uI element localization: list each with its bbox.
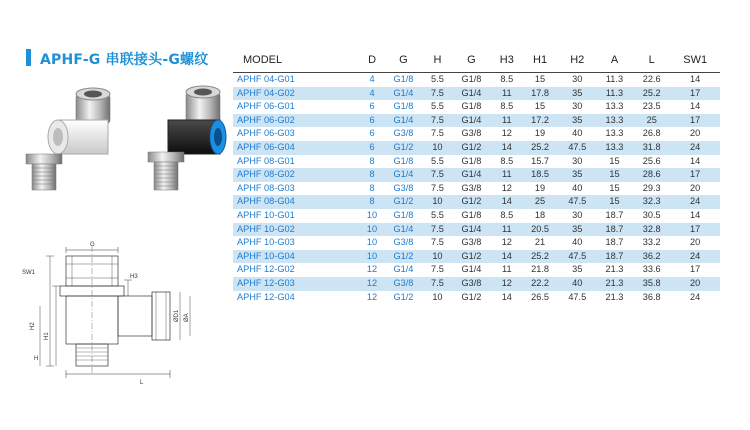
- table-cell: 14: [492, 141, 521, 155]
- table-cell: 20: [670, 277, 720, 291]
- table-cell: G1/4: [383, 168, 424, 182]
- table-cell: 25.2: [521, 141, 558, 155]
- table-cell: 25.2: [521, 250, 558, 264]
- product-photo: [18, 82, 228, 202]
- table-row: [233, 195, 720, 209]
- table-cell: 24: [670, 195, 720, 209]
- table-cell: G1/4: [451, 87, 492, 101]
- dim-label-h2: H2: [30, 322, 36, 330]
- dim-label-a: ØA: [184, 313, 190, 322]
- table-cell: 30: [572, 101, 583, 112]
- table-cell: G1/8: [393, 74, 414, 84]
- table-cell: APHF 06-G01: [237, 101, 295, 112]
- table-cell: 32.8: [633, 223, 670, 237]
- table-cell: 10: [424, 141, 451, 155]
- table-header-row: [233, 48, 720, 73]
- table-cell: 10: [424, 250, 451, 264]
- table-cell: 14: [492, 250, 521, 264]
- table-cell: 40: [559, 277, 596, 291]
- table-cell: APHF 06-G02: [233, 114, 361, 128]
- table-cell: 25: [521, 195, 558, 209]
- col-header-d: D: [361, 48, 382, 73]
- table-cell: G1/8: [393, 209, 414, 220]
- table-cell: 7.5: [424, 277, 451, 291]
- table-cell: 14: [690, 74, 701, 84]
- dim-label-l: L: [140, 380, 144, 386]
- table-cell: 35.8: [633, 277, 670, 291]
- table-cell: 6: [361, 114, 382, 128]
- table-cell: 15: [534, 74, 546, 84]
- table-cell: 7.5: [431, 264, 444, 275]
- table-cell: 35: [572, 264, 583, 275]
- table-cell: G1/2: [383, 141, 424, 155]
- table-cell: 14: [492, 195, 521, 209]
- table-cell: 40: [572, 182, 583, 193]
- table-cell: 10: [361, 250, 382, 264]
- table-cell: 11.3: [605, 74, 624, 84]
- table-cell: 17.8: [521, 87, 558, 101]
- table-cell: 15.7: [531, 155, 549, 166]
- table-cell: 4: [369, 74, 375, 84]
- black-fitting-image: [148, 86, 226, 190]
- table-cell: 8: [369, 155, 375, 166]
- table-row: [233, 141, 720, 155]
- table-cell: 7.5: [431, 182, 444, 193]
- table-cell: G1/2: [383, 195, 424, 209]
- table-cell: G1/4: [383, 87, 424, 101]
- technical-drawing: [20, 236, 230, 394]
- table-cell: 21.3: [605, 264, 624, 275]
- table-cell: G1/2: [451, 195, 492, 209]
- table-row: [233, 168, 720, 182]
- table-cell: G1/4: [451, 223, 492, 237]
- col-header-sw1: SW1: [670, 48, 720, 73]
- table-cell: 33.2: [642, 237, 661, 248]
- col-header-h2: H2: [559, 48, 596, 73]
- table-cell: 12: [361, 277, 382, 291]
- table-cell: 30: [572, 74, 583, 84]
- table-cell: 26.8: [642, 128, 661, 139]
- table-cell: APHF 10-G01: [237, 209, 295, 220]
- table-cell: 7.5: [431, 128, 444, 139]
- table-cell: 7.5: [424, 114, 451, 128]
- table-cell: 6: [369, 101, 375, 112]
- table-row: [233, 223, 720, 237]
- table-cell: 5.5: [431, 209, 444, 220]
- table-cell: 11: [492, 223, 521, 237]
- table-cell: G1/4: [393, 264, 414, 275]
- col-header-h: H: [424, 48, 451, 73]
- table-cell: 13.3: [605, 128, 624, 139]
- table-cell: 19: [534, 182, 546, 193]
- table-cell: 17.2: [521, 114, 558, 128]
- table-cell: G1/8: [461, 74, 482, 84]
- table-cell: 18: [534, 209, 546, 220]
- table-row: [233, 87, 720, 101]
- table-cell: 18.7: [605, 209, 624, 220]
- table-row: [233, 155, 720, 169]
- table-cell: APHF 06-G04: [233, 141, 361, 155]
- table-row: [233, 277, 720, 291]
- table-cell: G1/2: [451, 250, 492, 264]
- table-cell: 29.3: [642, 182, 661, 193]
- table-cell: G1/2: [451, 141, 492, 155]
- table-cell: 30: [572, 155, 583, 166]
- table-cell: 47.5: [559, 195, 596, 209]
- col-header-g: G: [383, 48, 424, 73]
- table-row: [233, 263, 720, 277]
- table-cell: APHF 08-G02: [233, 168, 361, 182]
- table-cell: 35: [559, 87, 596, 101]
- table-cell: APHF 12-G02: [237, 264, 295, 275]
- table-cell: 47.5: [559, 141, 596, 155]
- table-cell: 17: [670, 223, 720, 237]
- table-cell: APHF 12-G03: [233, 277, 361, 291]
- table-cell: 10: [424, 195, 451, 209]
- col-header-model: MODEL: [233, 48, 361, 73]
- table-cell: 22.6: [642, 74, 661, 84]
- table-cell: 28.6: [633, 168, 670, 182]
- table-cell: 20: [690, 237, 701, 248]
- table-cell: G1/4: [383, 114, 424, 128]
- table-cell: G3/8: [393, 128, 414, 139]
- table-cell: G1/8: [461, 209, 482, 220]
- table-cell: 20: [690, 128, 701, 139]
- table-cell: APHF 10-G03: [237, 237, 295, 248]
- table-cell: 26.5: [531, 291, 549, 302]
- table-cell: 7.5: [424, 223, 451, 237]
- table-cell: G1/8: [461, 101, 482, 112]
- table-cell: 23.5: [642, 101, 661, 112]
- table-cell: APHF 04-G01: [237, 74, 295, 84]
- table-cell: 13.3: [596, 141, 633, 155]
- table-cell: 40: [572, 237, 583, 248]
- dim-label-g: G: [90, 242, 95, 248]
- table-cell: 20.5: [521, 223, 558, 237]
- table-cell: 8: [369, 182, 375, 193]
- table-cell: 22.2: [521, 277, 558, 291]
- table-cell: 15: [609, 155, 620, 166]
- table-cell: APHF 10-G02: [233, 223, 361, 237]
- table-row: [233, 73, 720, 87]
- table-cell: 15: [534, 101, 546, 112]
- table-cell: 8.5: [500, 74, 514, 84]
- col-header-l: L: [633, 48, 670, 73]
- table-cell: 14: [690, 209, 701, 220]
- table-cell: 8.5: [500, 155, 514, 166]
- table-cell: G3/8: [393, 237, 414, 248]
- table-cell: 18.5: [521, 168, 558, 182]
- table-cell: G1/2: [383, 250, 424, 264]
- table-cell: 35: [559, 114, 596, 128]
- table-cell: 18.7: [596, 250, 633, 264]
- table-cell: 13.3: [596, 114, 633, 128]
- table-cell: 5.5: [431, 74, 444, 84]
- table-cell: 36.8: [642, 291, 661, 302]
- table-cell: 30: [572, 209, 583, 220]
- dim-label-d1: ØD1: [174, 309, 180, 322]
- table-cell: 10: [432, 291, 443, 302]
- table-cell: G3/8: [461, 182, 482, 193]
- table-cell: 11: [492, 114, 521, 128]
- table-cell: 12: [492, 277, 521, 291]
- table-cell: 8.5: [500, 101, 514, 112]
- table-cell: APHF 06-G03: [237, 128, 295, 139]
- table-row: [233, 250, 720, 264]
- table-cell: G1/4: [461, 264, 482, 275]
- table-cell: 32.3: [633, 195, 670, 209]
- table-cell: 15: [609, 182, 620, 193]
- table-cell: 8.5: [500, 209, 514, 220]
- table-row: [233, 209, 720, 223]
- table-cell: APHF 12-G04: [237, 291, 295, 302]
- table-cell: G1/4: [451, 114, 492, 128]
- table-cell: 47.5: [559, 250, 596, 264]
- table-row: [233, 182, 720, 196]
- table-cell: 12: [501, 128, 512, 139]
- table-cell: 8: [361, 168, 382, 182]
- table-cell: G1/4: [451, 168, 492, 182]
- col-header-a: A: [596, 48, 633, 73]
- table-cell: G1/8: [461, 155, 482, 166]
- table-cell: 11: [492, 87, 521, 101]
- page-title: APHF-G 串联接头-G螺纹: [40, 52, 209, 68]
- table-cell: 15: [596, 168, 633, 182]
- table-cell: 47.5: [568, 291, 587, 302]
- col-header-g2: G: [451, 48, 492, 73]
- table-cell: G1/8: [393, 155, 414, 166]
- table-cell: 12: [501, 237, 512, 248]
- table-cell: 7.5: [431, 237, 444, 248]
- table-cell: G3/8: [461, 237, 482, 248]
- table-cell: 21.8: [531, 264, 549, 275]
- table-cell: G1/8: [393, 101, 414, 112]
- table-cell: 17: [690, 264, 701, 275]
- table-cell: G1/2: [393, 291, 414, 302]
- table-cell: 17: [670, 114, 720, 128]
- table-cell: 5.5: [431, 101, 444, 112]
- table-cell: 17: [670, 87, 720, 101]
- table-cell: 11: [502, 264, 512, 275]
- table-cell: 18.7: [596, 223, 633, 237]
- dim-label-sw1: SW1: [22, 270, 36, 276]
- table-cell: APHF 08-G03: [237, 182, 295, 193]
- table-cell: 25: [633, 114, 670, 128]
- table-cell: 24: [690, 291, 701, 302]
- table-cell: 10: [366, 237, 378, 248]
- title-accent-bar: [26, 49, 31, 66]
- table-cell: 8: [361, 195, 382, 209]
- table-cell: 25.2: [633, 87, 670, 101]
- table-cell: APHF 08-G04: [233, 195, 361, 209]
- table-cell: 21: [534, 237, 546, 248]
- table-cell: 35: [559, 223, 596, 237]
- table-cell: G3/8: [461, 128, 482, 139]
- table-cell: 11.3: [596, 87, 633, 101]
- table-cell: 20: [690, 182, 701, 193]
- white-fitting-image: [26, 88, 110, 190]
- table-row: [233, 100, 720, 114]
- table-cell: 12: [501, 182, 512, 193]
- table-cell: 6: [361, 141, 382, 155]
- dim-label-h1: H1: [44, 332, 50, 340]
- table-cell: APHF 08-G01: [237, 155, 295, 166]
- table-cell: APHF 10-G04: [233, 250, 361, 264]
- table-cell: 36.2: [633, 250, 670, 264]
- table-cell: 18.7: [605, 237, 624, 248]
- table-cell: 10: [366, 209, 378, 220]
- table-cell: 21.3: [596, 277, 633, 291]
- table-cell: 14: [501, 291, 512, 302]
- table-cell: 25.6: [642, 155, 661, 166]
- col-header-h1: H1: [521, 48, 558, 73]
- table-row: [233, 127, 720, 141]
- table-cell: 35: [559, 168, 596, 182]
- table-cell: 30.5: [642, 209, 661, 220]
- table-cell: 19: [534, 128, 546, 139]
- table-cell: 21.3: [605, 291, 624, 302]
- table-cell: 13.3: [605, 101, 624, 112]
- table-cell: 40: [572, 128, 583, 139]
- table-cell: 12: [366, 291, 378, 302]
- table-cell: 7.5: [424, 87, 451, 101]
- table-cell: 6: [369, 128, 375, 139]
- table-cell: 11: [492, 168, 521, 182]
- table-cell: G1/4: [383, 223, 424, 237]
- table-cell: G3/8: [393, 182, 414, 193]
- table-cell: 5.5: [431, 155, 444, 166]
- dim-label-h: H: [34, 356, 39, 362]
- table-row: [233, 291, 720, 305]
- table-cell: 24: [670, 141, 720, 155]
- table-cell: 7.5: [424, 168, 451, 182]
- table-cell: G3/8: [383, 277, 424, 291]
- table-cell: 12: [366, 264, 378, 275]
- table-cell: 14: [690, 155, 701, 166]
- col-header-h3: H3: [492, 48, 521, 73]
- table-cell: 4: [361, 87, 382, 101]
- table-row: [233, 236, 720, 250]
- table-cell: 14: [690, 101, 701, 112]
- table-cell: G1/2: [461, 291, 482, 302]
- table-cell: 24: [670, 250, 720, 264]
- table-cell: 17: [670, 168, 720, 182]
- spec-table: [233, 48, 720, 304]
- table-cell: APHF 04-G02: [233, 87, 361, 101]
- dim-label-h3: H3: [130, 274, 138, 280]
- table-cell: 10: [361, 223, 382, 237]
- table-cell: 31.8: [633, 141, 670, 155]
- table-cell: 15: [596, 195, 633, 209]
- table-cell: G3/8: [451, 277, 492, 291]
- table-cell: 33.6: [642, 264, 661, 275]
- table-row: [233, 114, 720, 128]
